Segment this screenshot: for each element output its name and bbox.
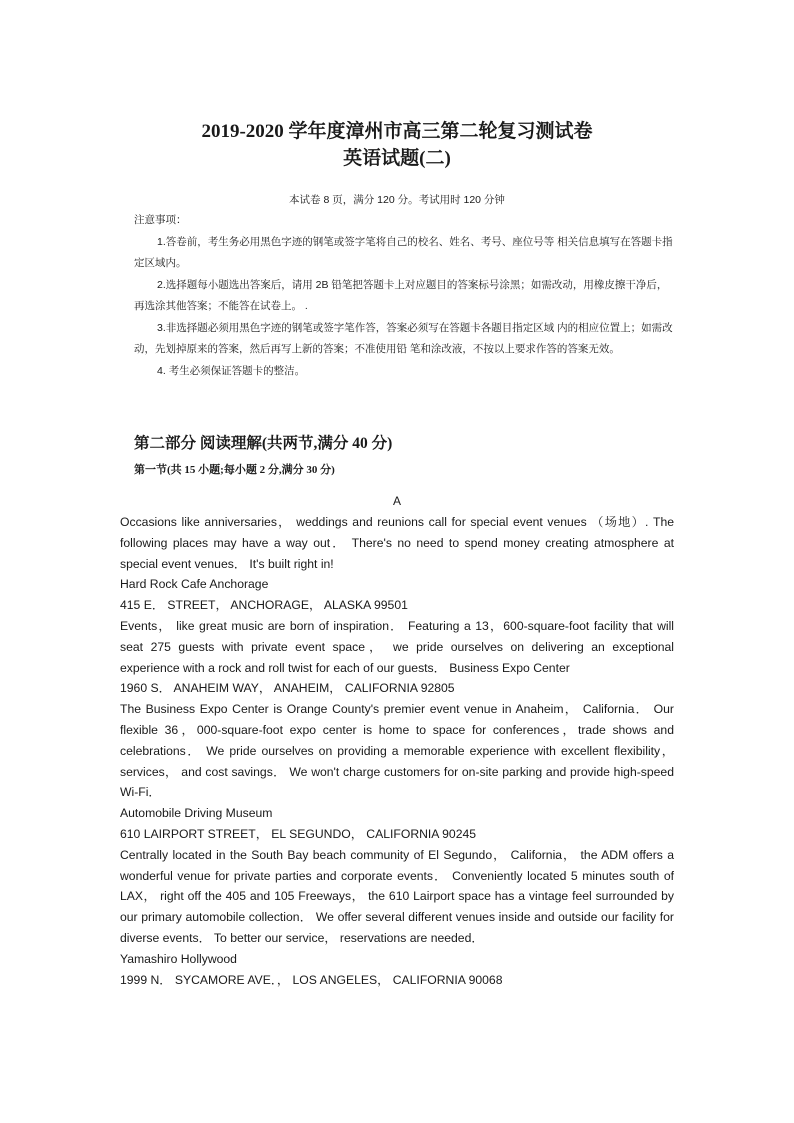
section-heading: 第二部分 阅读理解(共两节,满分 40 分)	[134, 435, 393, 452]
exam-subtitle: 英语试题(二)	[343, 148, 451, 169]
venue-description: Centrally located in the South Bay beach community of El Segundo， California， the ADM offers a wonderful venue for private parties and corporate events． Conveniently located 5 minutes south of LAX， right off the 405 and 105 Freeways， the 610 Lairport space has a vintage feel surrounded by our primary automobile collection． We offer several different venues inside and outside our facility for diverse events． To better our service， reservations are needed．	[120, 847, 674, 945]
section-subheading: 第一节(共 15 小题;每小题 2 分,满分 30 分)	[134, 464, 335, 476]
exam-info: 本试卷 8 页，满分 120 分。考试用时 120 分钟	[289, 194, 505, 206]
venue-address: 1999 N． SYCAMORE AVE．， LOS ANGELES， CALIFORNIA 90068	[120, 972, 503, 987]
venue-name: Yamashiro Hollywood	[120, 951, 237, 966]
exam-title: 2019-2020 学年度漳州市高三第二轮复习测试卷	[201, 121, 593, 142]
notice-item: 1.答卷前，考生务必用黑色字迹的钢笔或签字笔将自己的校名、姓名、考号、座位号等 相关信息填写在答题卡指定区域内。	[134, 235, 673, 269]
venue-address: 610 LAIRPORT STREET， EL SEGUNDO， CALIFORNIA 90245	[120, 826, 477, 841]
venue-name: Automobile Driving Museum	[120, 806, 273, 821]
venue-address: 1960 S． ANAHEIM WAY， ANAHEIM， CALIFORNIA 92805	[120, 681, 455, 696]
venue-description: Events， like great music are born of inspiration． Featuring a 13，600-square-foot facility that will seat 275 guests with private event space， we pride ourselves on delivering an exceptional experience with a rock and roll twist for each of our guests． Business Expo Center	[120, 618, 674, 675]
notice-block	[134, 210, 674, 382]
venue-address: 415 E． STREET， ANCHORAGE， ALASKA 99501	[120, 598, 408, 613]
notice-item: 4. 考生必须保证答题卡的整洁。	[157, 364, 306, 377]
passage-intro: Occasions like anniversaries， weddings and reunions call for special event venues （场地）. The following places may have a way out． There's no need to spend money creating atmosphere at special event venues． It's built right in!	[120, 515, 674, 571]
venue-description: The Business Expo Center is Orange County's premier event venue in Anaheim， California． Our flexible 36，000-square-foot expo center is home to space for conferences，trade shows and celebrations． We pride ourselves on providing a memorable experience with excellent flexibility， services， and cost savings． We won't charge customers for on-site parking and provide high-speed Wi-Fi．	[120, 702, 674, 800]
notice-item: 3.非选择题必须用黑色字迹的钢笔或签字笔作答，答案必须写在答题卡各题目指定区域 内的相应位置上；如需改动，先划掉原来的答案，然后再写上新的答案；不准使用铅 笔和涂改液，不按以上要求作答的答案无效。	[134, 321, 673, 355]
passage-letter: A	[392, 494, 401, 508]
notice-heading: 注意事项：	[134, 214, 187, 226]
passage-body	[120, 512, 674, 990]
venue-name: Hard Rock Cafe Anchorage	[120, 577, 269, 592]
notice-item: 2.选择题每小题选出答案后，请用 2B 铅笔把答题卡上对应题目的答案标号涂黑；如需改动，用橡皮擦干净后，再选涂其他答案；不能答在试卷上。 .	[134, 278, 668, 312]
